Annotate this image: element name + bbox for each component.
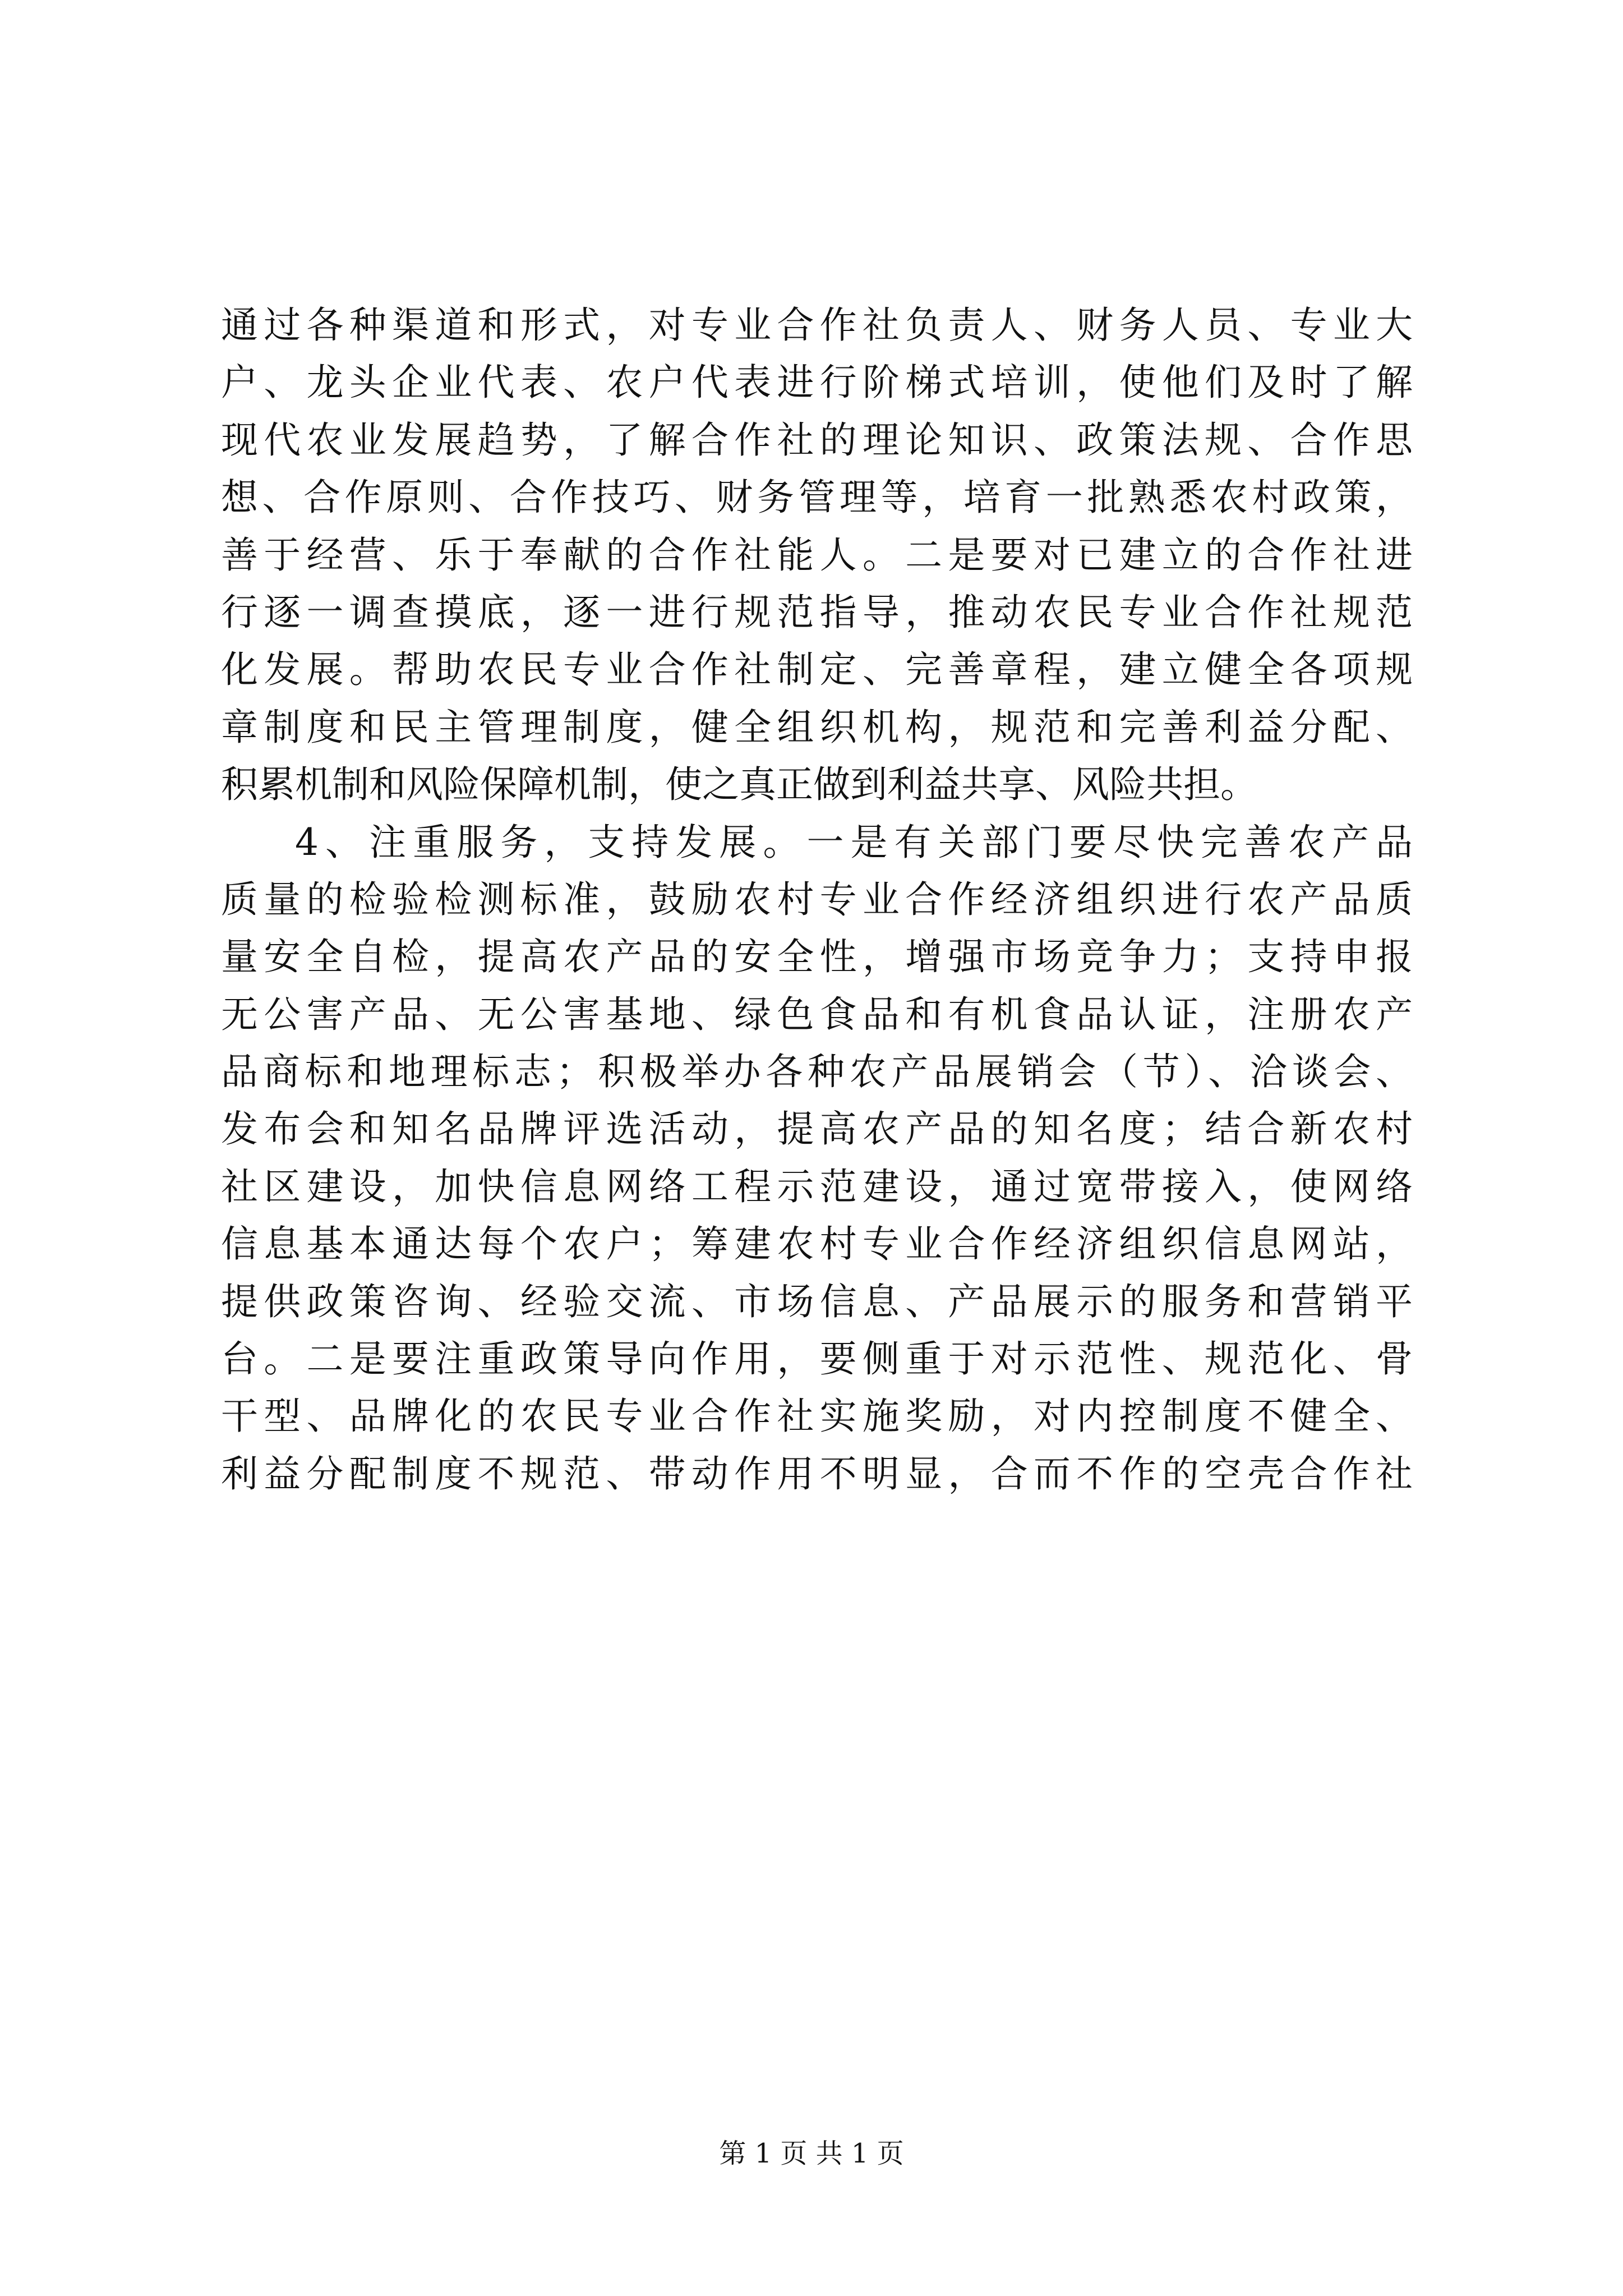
text-line: 想、合作原则、合作技巧、财务管理等，培育一批熟悉农村政策， bbox=[221, 476, 1413, 519]
text-line: 无公害产品、无公害基地、绿色食品和有机食品认证，注册农产 bbox=[221, 992, 1413, 1036]
text-line: 发布会和知名品牌评选活动，提高农产品的知名度；结合新农村 bbox=[221, 1107, 1413, 1151]
text-line: 台。二是要注重政策导向作用，要侧重于对示范性、规范化、骨 bbox=[221, 1337, 1413, 1381]
page-number: 第 1 页 共 1 页 bbox=[719, 2138, 904, 2169]
text-line: 4、注重服务，支持发展。一是有关部门要尽快完善农产品 bbox=[295, 820, 1413, 864]
text-line: 通过各种渠道和形式，对专业合作社负责人、财务人员、专业大 bbox=[221, 303, 1413, 347]
text-line: 现代农业发展趋势，了解合作社的理论知识、政策法规、合作思 bbox=[221, 418, 1413, 462]
body-text bbox=[221, 297, 1413, 1503]
text-line: 户、龙头企业代表、农户代表进行阶梯式培训，使他们及时了解 bbox=[221, 361, 1413, 404]
text-line: 质量的检验检测标准，鼓励农村专业合作经济组织进行农产品质 bbox=[221, 877, 1413, 921]
text-line: 社区建设，加快信息网络工程示范建设，通过宽带接入，使网络 bbox=[221, 1165, 1413, 1208]
text-line: 善于经营、乐于奉献的合作社能人。二是要对已建立的合作社进 bbox=[221, 533, 1413, 577]
text-line: 化发展。帮助农民专业合作社制定、完善章程，建立健全各项规 bbox=[221, 648, 1413, 692]
text-line: 干型、品牌化的农民专业合作社实施奖励，对内控制度不健全、 bbox=[221, 1395, 1413, 1438]
text-line: 章制度和民主管理制度，健全组织机构，规范和完善利益分配、 bbox=[221, 705, 1413, 749]
text-line: 积累机制和风险保障机制，使之真正做到利益共享、风险共担。 bbox=[221, 763, 1257, 807]
text-line: 行逐一调查摸底，逐一进行规范指导，推动农民专业合作社规范 bbox=[221, 590, 1413, 634]
text-line: 提供政策咨询、经验交流、市场信息、产品展示的服务和营销平 bbox=[221, 1280, 1413, 1323]
text-line: 信息基本通达每个农户；筹建农村专业合作经济组织信息网站， bbox=[221, 1222, 1413, 1266]
text-line: 量安全自检，提高农产品的安全性，增强市场竞争力；支持申报 bbox=[221, 935, 1413, 979]
text-line: 品商标和地理标志；积极举办各种农产品展销会（节）、洽谈会、 bbox=[221, 1050, 1413, 1094]
text-line: 利益分配制度不规范、带动作用不明显，合而不作的空壳合作社 bbox=[221, 1452, 1413, 1496]
